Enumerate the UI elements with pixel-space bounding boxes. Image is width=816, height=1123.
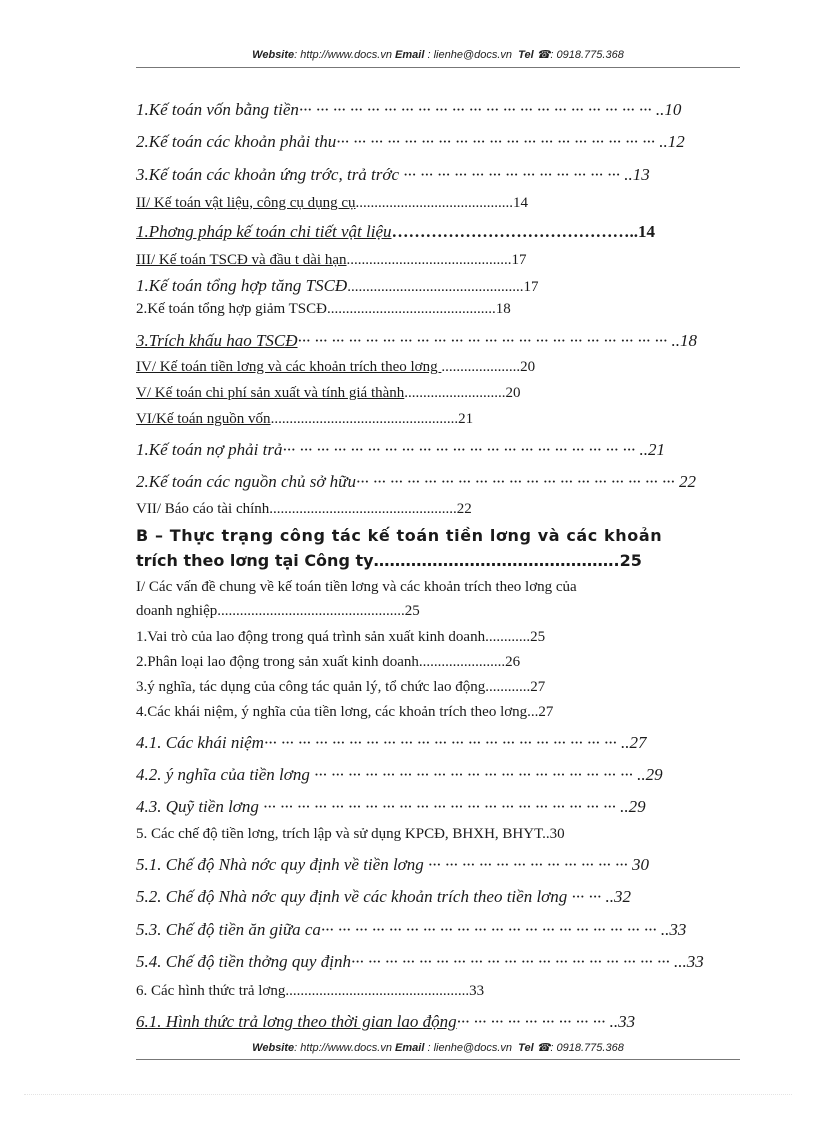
toc-entry[interactable]: 4.1. Các khái niệm··· ··· ··· ··· ··· ··· ··· ··· ··· ··· ··· ··· ··· ··· ··· ··· ··· ··· ··· ··· ··· ..27 <box>136 733 647 752</box>
toc-entry[interactable]: 6. Các hình thức trả lơng.................................................33 <box>136 983 485 999</box>
toc-section-heading[interactable]: trích theo lơng tại Công ty……………………………………….25 <box>136 551 642 570</box>
toc-entry[interactable]: 2.Phân loại lao động trong sản xuất kinh doanh.......................26 <box>136 654 521 670</box>
toc-entry[interactable]: 2.Kế toán các nguồn chủ sở hữu··· ··· ··· ··· ··· ··· ··· ··· ··· ··· ··· ··· ··· ··· ··· ··· ··· ··· ··· 22 <box>136 472 696 491</box>
footer-tel-label: Tel <box>518 1042 534 1054</box>
footer-website-url[interactable]: : http://www.docs.vn <box>294 1042 392 1054</box>
toc-entry[interactable]: V/ Kế toán chi phí sản xuất và tính giá thành...........................20 <box>136 385 521 401</box>
page-footer <box>136 1041 740 1054</box>
toc-entry[interactable]: III/ Kế toán TSCĐ và đầu t dài hạn............................................17 <box>136 252 527 268</box>
header-tel-value: : 0918.775.368 <box>550 49 624 61</box>
header-email-value[interactable]: : lienhe@docs.vn <box>424 49 513 61</box>
toc-entry[interactable]: 5.2. Chế độ Nhà nớc quy định về các khoản trích theo tiền lơng ··· ··· ..32 <box>136 887 632 906</box>
toc-entry[interactable]: I/ Các vấn đề chung về kế toán tiền lơng và các khoản trích theo lơng của <box>136 579 577 595</box>
toc-entry[interactable]: 1.Vai trò của lao động trong quá trình sản xuất kinh doanh............25 <box>136 629 546 645</box>
header-rule <box>136 67 740 68</box>
toc-entry[interactable]: 3.Trích khấu hao TSCĐ··· ··· ··· ··· ··· ··· ··· ··· ··· ··· ··· ··· ··· ··· ··· ··· ··· ··· ··· ··· ··· ··· ..18 <box>136 331 698 350</box>
toc-entry[interactable]: II/ Kế toán vật liệu, công cụ dụng cụ..........................................14 <box>136 195 529 211</box>
toc-entry[interactable]: 1.Phơng pháp kế toán chi tiết vật liệu……………………………………..14 <box>136 222 656 241</box>
footer-rule <box>136 1059 740 1060</box>
footer-tel-value: : 0918.775.368 <box>550 1042 624 1054</box>
toc-entry[interactable]: 5. Các chế độ tiền lơng, trích lập và sử dụng KPCĐ, BHXH, BHYT..30 <box>136 826 565 842</box>
toc-entry[interactable]: 4.Các khái niệm, ý nghĩa của tiền lơng, các khoản trích theo lơng...27 <box>136 704 554 720</box>
toc-entry[interactable]: 4.3. Quỹ tiền lơng ··· ··· ··· ··· ··· ··· ··· ··· ··· ··· ··· ··· ··· ··· ··· ··· ··· ··· ··· ··· ··· ..29 <box>136 797 646 816</box>
toc-entry[interactable]: 2.Kế toán các khoản phải thu··· ··· ··· ··· ··· ··· ··· ··· ··· ··· ··· ··· ··· ··· ··· ··· ··· ··· ··· ..12 <box>136 132 685 151</box>
toc-entry[interactable]: 3.ý nghĩa, tác dụng của công tác quản lý, tổ chức lao động............27 <box>136 679 546 695</box>
header-website-url[interactable]: : http://www.docs.vn <box>294 49 392 61</box>
toc-entry[interactable]: 1.Kế toán tổng hợp tăng TSCĐ...............................................17 <box>136 276 539 295</box>
toc-entry[interactable]: VI/Kế toán nguồn vốn..................................................21 <box>136 411 474 427</box>
header-tel-label: Tel <box>518 49 534 61</box>
phone-icon: ☎ <box>536 49 551 61</box>
toc-entry[interactable]: doanh nghiệp..................................................25 <box>136 603 420 619</box>
toc-section-heading[interactable]: B – Thực trạng công tác kế toán tiền lơng và các khoản <box>136 526 663 545</box>
toc-entry[interactable]: 1.Kế toán vốn bằng tiền··· ··· ··· ··· ··· ··· ··· ··· ··· ··· ··· ··· ··· ··· ··· ··· ··· ··· ··· ··· ··· ..10 <box>136 100 682 119</box>
toc-entry[interactable]: 3.Kế toán các khoản ứng trớc, trả trớc ··· ··· ··· ··· ··· ··· ··· ··· ··· ··· ··· ··· ··· ..13 <box>136 165 650 184</box>
footer-email-value[interactable]: : lienhe@docs.vn <box>424 1042 513 1054</box>
toc-entry[interactable]: 5.1. Chế độ Nhà nớc quy định về tiền lơng ··· ··· ··· ··· ··· ··· ··· ··· ··· ··· ··· ··· 30 <box>136 855 649 874</box>
page-bottom-border <box>24 1094 792 1095</box>
toc-entry[interactable]: 1.Kế toán nợ phải trả··· ··· ··· ··· ··· ··· ··· ··· ··· ··· ··· ··· ··· ··· ··· ··· ··· ··· ··· ··· ··· ..21 <box>136 440 665 459</box>
toc-entry[interactable]: 4.2. ý nghĩa của tiền lơng ··· ··· ··· ··· ··· ··· ··· ··· ··· ··· ··· ··· ··· ··· ··· ··· ··· ··· ··· ..29 <box>136 765 663 784</box>
toc-entry[interactable]: VII/ Báo cáo tài chính..................................................22 <box>136 501 472 517</box>
page-header <box>136 48 740 61</box>
phone-icon: ☎ <box>536 1042 551 1054</box>
toc-entry[interactable]: 2.Kế toán tổng hợp giảm TSCĐ.............................................18 <box>136 301 511 317</box>
toc-entry[interactable]: 6.1. Hình thức trả lơng theo thời gian lao động··· ··· ··· ··· ··· ··· ··· ··· ··· ..33 <box>136 1012 636 1031</box>
toc-entry[interactable]: 5.4. Chế độ tiền thởng quy định··· ··· ··· ··· ··· ··· ··· ··· ··· ··· ··· ··· ··· ··· ··· ··· ··· ··· ··· ...33 <box>136 952 704 971</box>
header-email-label: Email <box>395 49 425 61</box>
footer-website-label: Website <box>252 1042 295 1054</box>
footer-email-label: Email <box>395 1042 425 1054</box>
toc-entry[interactable]: IV/ Kế toán tiền lơng và các khoản trích theo lơng .....................20 <box>136 359 536 375</box>
toc-entry[interactable]: 5.3. Chế độ tiền ăn giữa ca··· ··· ··· ··· ··· ··· ··· ··· ··· ··· ··· ··· ··· ··· ··· ··· ··· ··· ··· ··· ..33 <box>136 920 687 939</box>
header-website-label: Website <box>252 49 295 61</box>
